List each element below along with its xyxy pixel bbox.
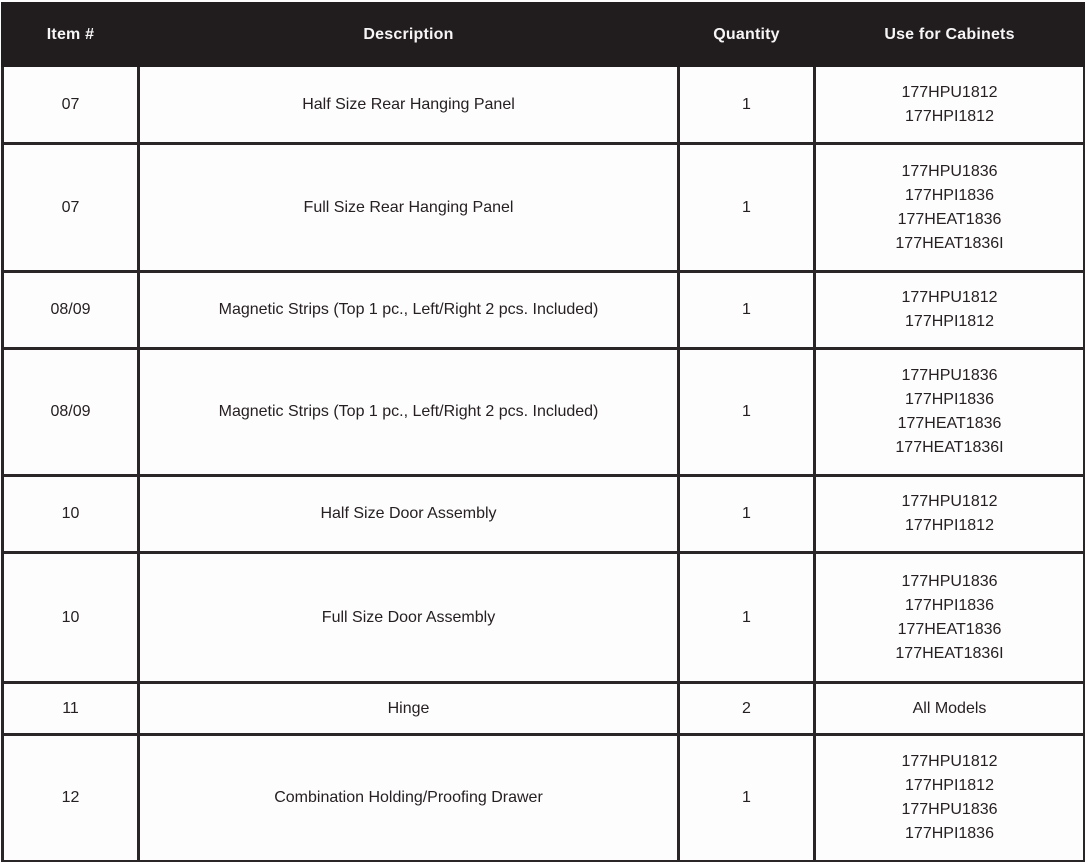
cabinet-model: 177HPU1812	[901, 493, 998, 510]
table-row	[3, 349, 1085, 476]
cabinets-cell	[815, 683, 1085, 735]
parts-table	[1, 2, 1085, 862]
cabinet-model: 177HPI1812	[905, 517, 994, 534]
description-cell: Hinge	[139, 683, 679, 735]
item-cell: 08/09	[3, 272, 139, 349]
table-row	[3, 735, 1085, 862]
table-row	[3, 272, 1085, 349]
description-cell: Magnetic Strips (Top 1 pc., Left/Right 2 pcs. Included)	[139, 272, 679, 349]
description-cell: Combination Holding/Proofing Drawer	[139, 735, 679, 862]
cabinet-model: 177HEAT1836I	[895, 439, 1004, 456]
quantity-cell: 1	[679, 349, 815, 476]
column-header-use-for-cabinets: Use for Cabinets	[815, 4, 1085, 66]
cabinet-model: 177HPI1812	[905, 107, 994, 125]
item-cell: 07	[3, 66, 139, 144]
table-row	[3, 144, 1085, 272]
quantity-cell: 2	[679, 683, 815, 735]
cabinet-model: 177HPI1836	[905, 391, 994, 408]
quantity-cell: 1	[679, 272, 815, 349]
cabinet-model: 177HEAT1836I	[895, 644, 1004, 662]
cabinet-model: 177HPU1836	[901, 367, 998, 384]
cabinets-cell	[815, 349, 1085, 476]
item-cell: 10	[3, 476, 139, 553]
cabinet-model: 177HPU1836	[901, 801, 998, 818]
cabinet-model: 177HPU1812	[901, 289, 998, 306]
cabinet-model: 177HEAT1836	[897, 620, 1002, 638]
cabinets-cell	[815, 476, 1085, 553]
cabinets-cell	[815, 144, 1085, 272]
cabinets-cell	[815, 272, 1085, 349]
cabinets-cell	[815, 66, 1085, 144]
quantity-cell: 1	[679, 144, 815, 272]
item-cell: 12	[3, 735, 139, 862]
column-header-description: Description	[139, 4, 679, 66]
cabinet-model: 177HPI1812	[905, 313, 994, 330]
description-cell: Half Size Rear Hanging Panel	[139, 66, 679, 144]
column-header-quantity: Quantity	[679, 4, 815, 66]
item-cell: 11	[3, 683, 139, 735]
item-cell: 07	[3, 144, 139, 272]
cabinet-model: 177HEAT1836	[897, 210, 1002, 228]
cabinet-model: 177HPI1812	[905, 777, 994, 794]
cabinet-model: 177HEAT1836	[897, 415, 1002, 432]
description-cell: Full Size Door Assembly	[139, 553, 679, 683]
column-header-item-number: Item #	[3, 4, 139, 66]
table-row	[3, 476, 1085, 553]
cabinet-model: 177HPU1812	[901, 83, 998, 101]
cabinet-model: 177HEAT1836I	[895, 234, 1004, 252]
table-row	[3, 66, 1085, 144]
cabinet-model: 177HPI1836	[905, 186, 994, 204]
quantity-cell: 1	[679, 476, 815, 553]
cabinet-model: 177HPU1836	[901, 572, 998, 590]
item-cell: 08/09	[3, 349, 139, 476]
description-cell: Magnetic Strips (Top 1 pc., Left/Right 2 pcs. Included)	[139, 349, 679, 476]
table-row	[3, 683, 1085, 735]
cabinets-cell	[815, 735, 1085, 862]
quantity-cell: 1	[679, 553, 815, 683]
quantity-cell: 1	[679, 66, 815, 144]
cabinets-cell	[815, 553, 1085, 683]
description-cell: Half Size Door Assembly	[139, 476, 679, 553]
cabinet-model: 177HPI1836	[905, 825, 994, 842]
table-row	[3, 553, 1085, 683]
quantity-cell: 1	[679, 735, 815, 862]
description-cell: Full Size Rear Hanging Panel	[139, 144, 679, 272]
item-cell: 10	[3, 553, 139, 683]
cabinet-model: 177HPI1836	[905, 596, 994, 614]
cabinet-model: All Models	[912, 699, 987, 717]
table-header-row	[3, 4, 1085, 66]
cabinet-model: 177HPU1812	[901, 753, 998, 770]
cabinet-model: 177HPU1836	[901, 162, 998, 180]
